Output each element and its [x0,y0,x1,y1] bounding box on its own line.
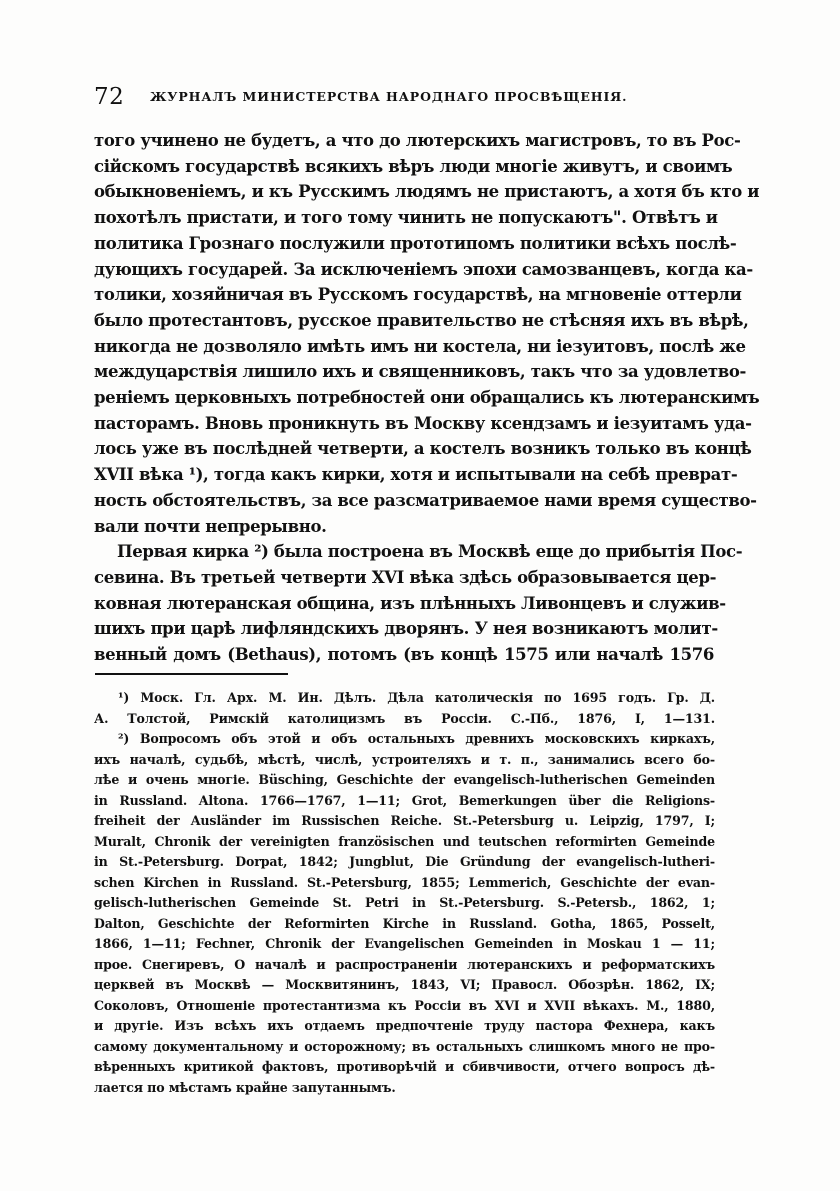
text-line: лось уже въ послѣдней четверти, а костелъ возникъ только въ концѣ [94,439,752,459]
text-line: обыкновеніемъ, и къ Русскимъ людямъ не пристаютъ, а хотя бъ кто и [94,182,760,202]
running-head: ЖУРНАЛЪ МИНИСТЕРСТВА НАРОДНАГО ПРОСВѢЩЕНІЯ. [150,89,628,104]
footnote-line: лѣе и очень многіе. Büsching, Geschichte der evangelisch-lutherischen Gemeinden [94,772,715,787]
footnote-line: Соколовъ, Отношеніе протестантизма къ Россіи въ XVI и XVII вѣкахъ. М., 1880, [94,997,715,1013]
footnote-line: лается по мѣстамъ крайне запутаннымъ. [94,1079,396,1095]
text-line: никогда не дозволяло имѣть имъ ни костела, ни іезуитовъ, послѣ же [94,336,746,356]
footnote-line: ¹) Моск. Гл. Арх. М. Ин. Дѣлъ. Дѣла католическія по 1695 годъ. Гр. Д. [118,690,715,705]
text-line: толики, хозяйничая въ Русскомъ государствѣ, на мгновеніе оттерли [94,285,742,305]
text-line: похотѣлъ пристати, и того тому чинить не попускаютъ". Отвѣтъ и [94,208,718,228]
text-line: реніемъ церковныхъ потребностей они обращались къ лютеранскимъ [94,388,760,408]
text-line: севина. Въ третьей четверти XVI вѣка здѣсь образовывается цер- [94,567,717,587]
footnote-line: церквей въ Москвѣ — Москвитянинъ, 1843, VI; Правосл. Обозрѣн. 1862, IX; [94,977,715,992]
main-text [94,128,760,668]
footnote-line: прое. Снегиревъ, О началѣ и распространеніи лютеранскихъ и реформатскихъ [94,956,715,972]
page-number: 72 [94,84,125,110]
footnote-line: самому документальному и осторожному; въ остальныхъ слишкомъ много не про- [94,1038,715,1054]
text-line: венный домъ (Bethaus), потомъ (въ концѣ 1575 или началѣ 1576 [94,645,714,665]
footnote-divider [95,673,288,675]
footnote-line: и другіе. Изъ всѣхъ ихъ отдаемъ предпочтеніе труду пастора Фехнера, какъ [94,1018,715,1033]
text-line: ность обстоятельствъ, за все разсматриваемое нами время существо- [94,490,757,510]
page-header [94,84,714,112]
text-line: дующихъ государей. За исключеніемъ эпохи самозванцевъ, когда ка- [94,259,753,279]
footnote-line: gelisch-lutherischen Gemeinde St. Petri in St.-Petersburg. S.-Petersb., 1862, 1; [94,895,715,910]
text-line: ковная лютеранская община, изъ плѣнныхъ Ливонцевъ и служив- [94,593,726,613]
footnotes [94,688,715,1098]
footnote-line: schen Kirchen in Russland. St.-Petersburg, 1855; Lemmerich, Geschichte der evan- [94,874,715,890]
footnote-line: А. Толстой, Римскій католицизмъ въ Россіи. С.-Пб., 1876, I, 1—131. [94,710,715,726]
footnote-line: in St.-Petersburg. Dorpat, 1842; Jungblut, Die Gründung der evangelisch-lutheri- [94,854,715,869]
footnote-line: ихъ началѣ, судьбѣ, мѣстѣ, числѣ, устроителяхъ и т. п., занимались всего бо- [94,751,715,767]
text-line: XVII вѣка ¹), тогда какъ кирки, хотя и испытывали на себѣ преврат- [94,465,738,485]
text-line: междуцарствія лишило ихъ и священниковъ, такъ что за удовлетво- [94,362,746,382]
text-line: вали почти непрерывно. [94,516,327,536]
text-line: политика Грознаго послужили прототипомъ политики всѣхъ послѣ- [94,233,737,253]
footnote-line: вѣренныхъ критикой фактовъ, противорѣчій и сбивчивости, отчего вопросъ дѣ- [94,1059,715,1074]
footnote-line: freiheit der Ausländer im Russischen Reiche. St.-Petersburg u. Leipzig, 1797, I; [94,813,715,828]
text-line: шихъ при царѣ лифляндскихъ дворянъ. У нея возникаютъ молит- [94,619,718,639]
text-line: Первая кирка ²) была построена въ Москвѣ еще до прибытія Пос- [117,542,743,562]
footnote-line: in Russland. Altona. 1766—1767, 1—11; Grot, Bemerkungen über die Religions- [94,792,715,808]
footnote-line: 1866, 1—11; Fechner, Chronik der Evangelischen Gemeinden in Moskau 1 — 11; [94,936,715,951]
text-line: сійскомъ государствѣ всякихъ вѣръ люди многіе живутъ, и своимъ [94,156,733,176]
footnote-line: Dalton, Geschichte der Reformirten Kirche in Russland. Gotha, 1865, Posselt, [94,915,715,931]
text-line: пасторамъ. Вновь проникнуть въ Москву ксендзамъ и іезуитамъ уда- [94,413,752,433]
text-line: того учинено не будетъ, а что до лютерскихъ магистровъ, то въ Рос- [94,131,741,150]
text-line: было протестантовъ, русское правительство не стѣсняя ихъ въ вѣрѣ, [94,310,749,330]
footnote-line: Muralt, Chronik der vereinigten französischen und teutschen reformirten Gemeinde [94,833,715,849]
footnote-line: ²) Вопросомъ объ этой и объ остальныхъ древнихъ московскихъ киркахъ, [118,731,715,746]
